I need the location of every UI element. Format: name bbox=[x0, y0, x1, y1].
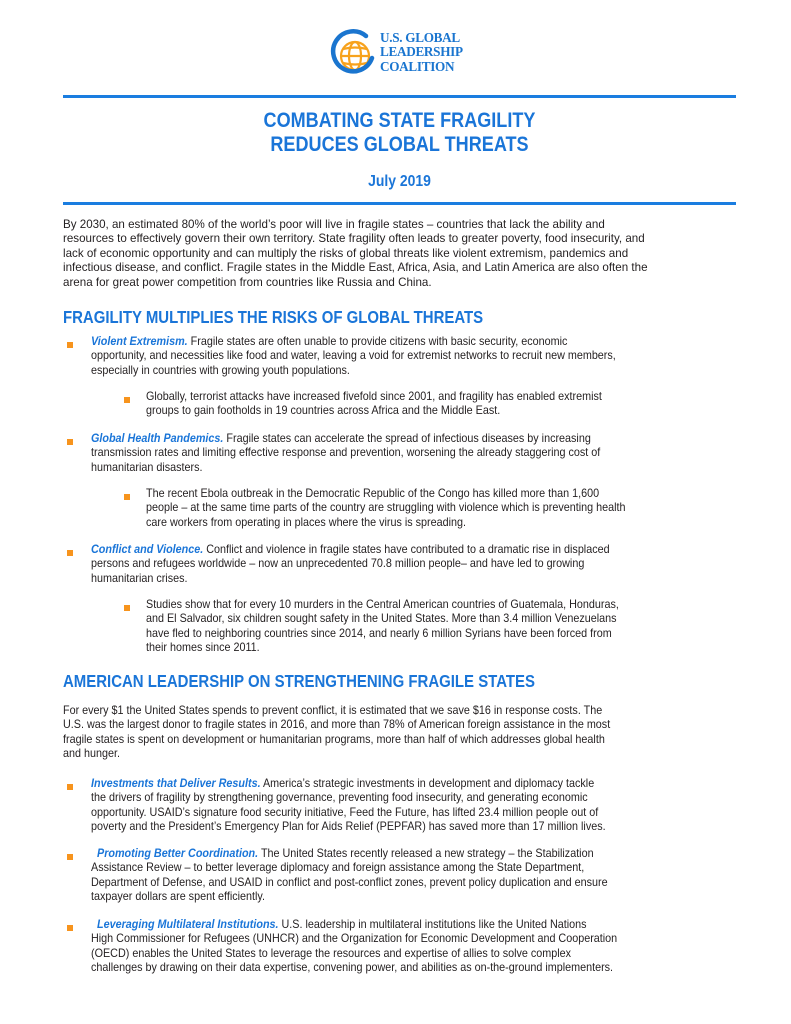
bullet-square-icon bbox=[67, 342, 73, 348]
list-item-multilateral bbox=[91, 918, 617, 975]
bullet-square-icon bbox=[67, 550, 73, 556]
item-text: America’s strategic investments in development and diplomacy tackle bbox=[260, 777, 595, 790]
item-text: poverty and the President’s Emergency Plan for Aids Relief (PEPFAR) has saved more than 17 million lives. bbox=[91, 819, 606, 833]
sub-item-ebola bbox=[146, 487, 625, 530]
intro-line: By 2030, an estimated 80% of the world’s poor will live in fragile states – countries that lack the ability and bbox=[63, 218, 605, 231]
item-text: Department of Defense, and USAID in conflict and post-conflict zones, prevent policy duplication and ensure bbox=[91, 875, 608, 889]
sub-item-text: have fled to neighboring countries since 2014, and nearly 6 million Syrians have been forced from bbox=[146, 626, 612, 640]
bullet-square-icon bbox=[67, 925, 73, 931]
section-heading-american-leadership: AMERICAN LEADERSHIP ON STRENGTHENING FRAGILE STATES bbox=[63, 671, 535, 691]
item-text: Fragile states are often unable to provide citizens with basic security, economic bbox=[187, 335, 568, 348]
item-lead: Investments that Deliver Results. bbox=[91, 777, 261, 790]
publication-date: July 2019 bbox=[368, 173, 431, 190]
list-item-conflict-violence bbox=[91, 543, 610, 586]
sub-item-text: groups to gain footholds in 19 countries across Africa and the Middle East. bbox=[146, 404, 501, 418]
item-text: persons and refugees worldwide – now an unprecedented 70.8 million people– and have led to growing bbox=[91, 557, 585, 571]
title-line-1: COMBATING STATE FRAGILITY bbox=[263, 109, 536, 132]
item-text: Assistance Review – to better leverage diplomacy and foreign assistance among the State Department, bbox=[91, 861, 585, 875]
item-lead: Violent Extremism. bbox=[91, 335, 188, 348]
section2-intro-line: For every $1 the United States spends to prevent conflict, it is estimated that we save $16 in response costs. The bbox=[63, 704, 603, 717]
logo-wordmark bbox=[380, 31, 463, 74]
usglc-logo bbox=[328, 28, 478, 78]
sub-item-text: and El Salvador, six children sought safety in the United States. More than 3.4 million Venezuelans bbox=[146, 612, 617, 626]
bullet-square-icon bbox=[67, 439, 73, 445]
intro-line: arena for great power competition from countries like Russia and China. bbox=[63, 275, 432, 289]
section2-intro-line: fragile states is spent on development or humanitarian programs, more than half of which addresses global health bbox=[63, 732, 605, 746]
section2-intro-paragraph bbox=[63, 704, 610, 761]
globe-logo-icon bbox=[328, 28, 378, 78]
item-text: the drivers of fragility by strengthening governance, preventing food insecurity, and generating economic bbox=[91, 791, 588, 805]
item-lead: Conflict and Violence. bbox=[91, 543, 204, 556]
item-text: humanitarian disasters. bbox=[91, 460, 203, 474]
logo-line: U.S. GLOBAL bbox=[380, 30, 460, 45]
item-lead: Leveraging Multilateral Institutions. bbox=[97, 918, 279, 931]
item-text: U.S. leadership in multilateral institutions like the United Nations bbox=[278, 918, 587, 931]
intro-line: lack of economic opportunity and can multiply the risks of global threats like violent extremism, pandemics and bbox=[63, 246, 629, 260]
section2-intro-line: and hunger. bbox=[63, 746, 120, 760]
item-text: humanitarian crises. bbox=[91, 571, 188, 585]
sub-bullet-square-icon bbox=[124, 494, 130, 500]
bullet-square-icon bbox=[67, 784, 73, 790]
sub-item-text: their homes since 2011. bbox=[146, 640, 260, 654]
item-text: The United States recently released a new strategy – the Stabilization bbox=[258, 847, 594, 860]
page-title bbox=[110, 109, 689, 157]
list-item-violent-extremism bbox=[91, 335, 616, 378]
item-text: taxpayer dollars are spent efficiently. bbox=[91, 889, 266, 903]
intro-line: infectious disease, and conflict. Fragile states in the Middle East, Africa, Asia, and Latin America are also often the bbox=[63, 261, 648, 275]
list-item-investments bbox=[91, 777, 606, 834]
item-text: High Commissioner for Refugees (UNHCR) and the Organization for Economic Development and Cooperation bbox=[91, 932, 618, 946]
item-text: opportunity, and necessities like food and water, leaving a void for extremist networks to recruit new members, bbox=[91, 349, 616, 363]
list-item-coordination bbox=[91, 847, 608, 904]
sub-bullet-square-icon bbox=[124, 397, 130, 403]
sub-item-text: people – at the same time parts of the country are struggling with violence which is preventing health bbox=[146, 501, 626, 515]
section-heading-fragility: FRAGILITY MULTIPLIES THE RISKS OF GLOBAL THREATS bbox=[63, 307, 484, 327]
item-text: transmission rates and limiting effective response and prevention, worsening the already staggering cost of bbox=[91, 446, 601, 460]
bullet-square-icon bbox=[67, 854, 73, 860]
item-text: (OECD) enables the United States to leverage the resources and expertise of allies to solve complex bbox=[91, 946, 572, 960]
sub-item-text: The recent Ebola outbreak in the Democratic Republic of the Congo has killed more than 1,600 bbox=[146, 487, 600, 500]
list-item-global-health bbox=[91, 432, 600, 475]
logo-line: LEADERSHIP bbox=[380, 44, 463, 60]
item-text: Conflict and violence in fragile states have contributed to a dramatic rise in displaced bbox=[203, 543, 610, 556]
item-text: opportunity. USAID’s signature food security initiative, Feed the Future, has lifted 23.4 million people out of bbox=[91, 805, 599, 819]
sub-item-text: Globally, terrorist attacks have increased fivefold since 2001, and fragility has enabled extremist bbox=[146, 390, 602, 403]
sub-item-terrorist-attacks bbox=[146, 390, 602, 419]
item-text: especially in countries with growing youth populations. bbox=[91, 363, 350, 377]
intro-paragraph bbox=[63, 218, 743, 290]
sub-bullet-square-icon bbox=[124, 605, 130, 611]
item-lead: Promoting Better Coordination. bbox=[97, 847, 259, 860]
sub-item-migration bbox=[146, 598, 619, 655]
item-text: challenges by drawing on their data expertise, convening power, and abilities as on-the-ground implementers. bbox=[91, 960, 614, 974]
intro-line: resources to effectively govern their own territory. State fragility often leads to greater poverty, food insecurity, and bbox=[63, 232, 645, 246]
logo-line: COALITION bbox=[380, 58, 455, 74]
section2-intro-line: U.S. was the largest donor to fragile states in 2016, and more than 78% of American foreign assistance in the most bbox=[63, 718, 611, 732]
title-line-2: REDUCES GLOBAL THREATS bbox=[270, 133, 529, 156]
sub-item-text: Studies show that for every 10 murders in the Central American countries of Guatemala, Honduras, bbox=[146, 598, 619, 611]
header-rule-top bbox=[63, 95, 736, 98]
item-text: Fragile states can accelerate the spread of infectious diseases by increasing bbox=[223, 432, 591, 445]
item-lead: Global Health Pandemics. bbox=[91, 432, 224, 445]
header-rule-bottom bbox=[63, 202, 736, 205]
sub-item-text: care workers from operating in places where the virus is spreading. bbox=[146, 515, 467, 529]
